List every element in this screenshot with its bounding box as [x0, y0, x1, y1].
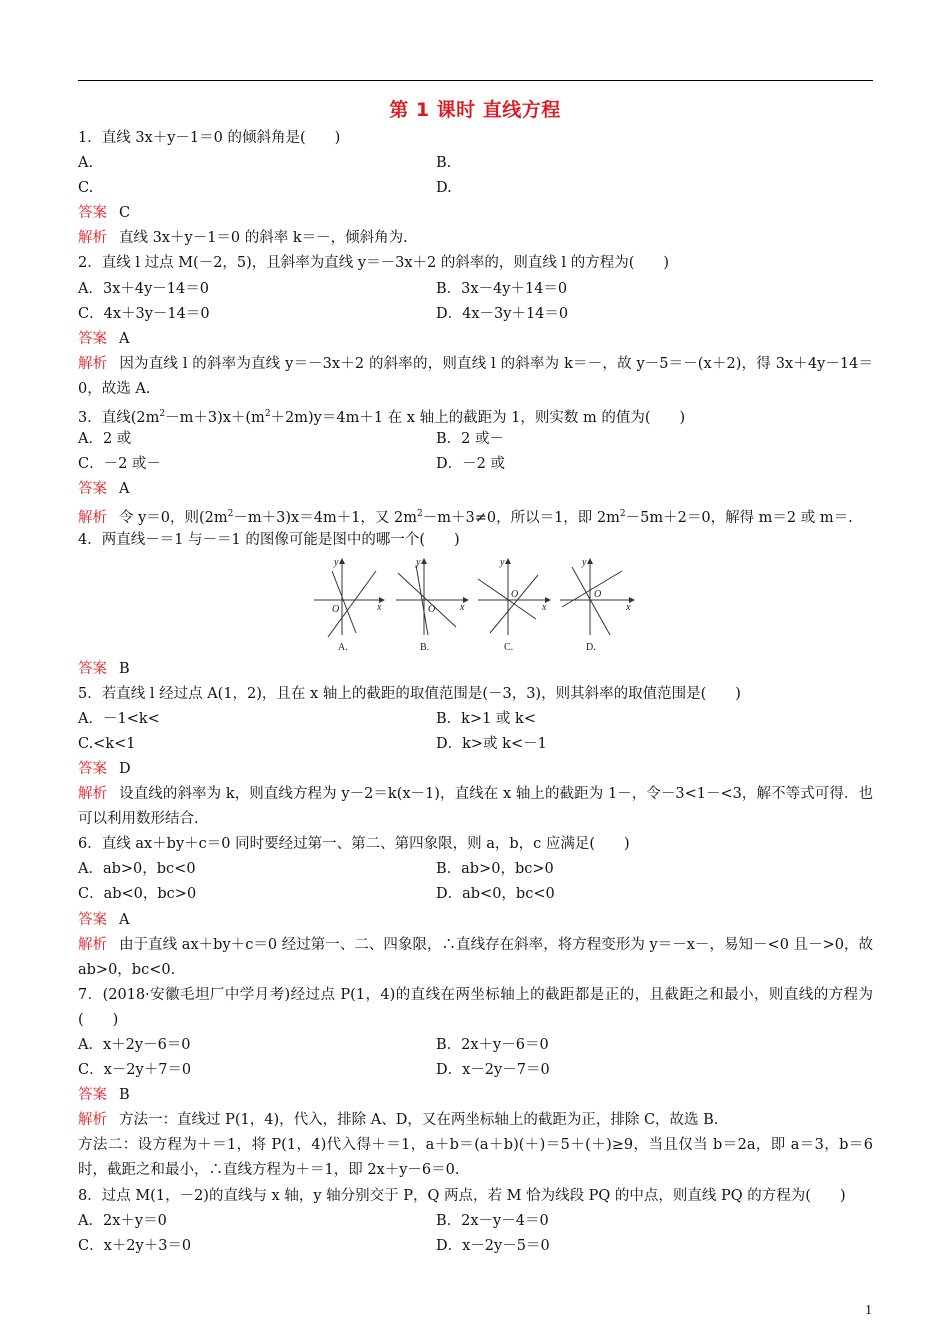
x-axis-label: x [626, 601, 631, 613]
q5-options-row2 [78, 732, 873, 757]
analysis-tag: 解析 [78, 510, 107, 527]
q1-analysis [78, 226, 873, 251]
q3-analysis-part: －5m＋2＝0，解得 m＝2 或 m＝. [625, 510, 853, 527]
answer-tag: 答案 [78, 911, 107, 928]
graph-b [396, 557, 468, 653]
page-number: 1 [865, 1303, 872, 1318]
q1-analysis-text: 直线 3x＋y－1＝0 的斜率 k＝－，倾斜角为. [119, 230, 408, 247]
q8-options-row1 [78, 1209, 873, 1234]
q6-option-b: B．ab>0，bc>0 [436, 861, 554, 878]
q8-option-a: A．2x＋y＝0 [78, 1212, 167, 1229]
graph-label-a: A. [338, 641, 348, 653]
q3-answer-value: A [119, 481, 130, 498]
q2-answer [78, 327, 873, 352]
q7-analysis [78, 1108, 873, 1133]
q3-option-d: D．－2 或 [436, 456, 505, 473]
q6-analysis [78, 933, 873, 983]
q3-stem-part: 3．直线(2m [78, 409, 160, 426]
y-axis-label: y [416, 556, 421, 568]
q3-analysis-part: －m＋3)x＝4m＋1，又 2m [233, 510, 417, 527]
q7-option-c: C．x－2y＋7＝0 [78, 1062, 192, 1079]
answer-tag: 答案 [78, 205, 107, 222]
q6-answer-value: A [119, 911, 130, 928]
graph-label-c: C. [504, 641, 514, 653]
q3-analysis-part: 令 y＝0，则(2m [119, 510, 228, 527]
q3-options-row1 [78, 427, 873, 452]
q8-option-d: D．x－2y－5＝0 [436, 1237, 550, 1254]
analysis-tag: 解析 [78, 786, 108, 803]
q3-option-b: B．2 或－ [436, 431, 504, 448]
q1-option-c: C. [78, 180, 94, 197]
analysis-tag: 解析 [78, 936, 108, 953]
q6-option-a: A．ab>0，bc<0 [78, 861, 196, 878]
q3-stem [78, 402, 873, 427]
q6-options-row2 [78, 882, 873, 907]
q8-options-row2 [78, 1234, 873, 1259]
q4-graphs [314, 557, 644, 653]
document-body [78, 126, 873, 1259]
analysis-tag: 解析 [78, 230, 107, 247]
q6-analysis-text: 由于直线 ax＋by＋c＝0 经过第一、二、四象限，∴直线存在斜率，将方程变形为 y＝－x－，易知－<0 且－>0，故 ab>0，bc<0. [78, 936, 874, 978]
x-axis-label: x [460, 601, 465, 613]
q1-option-d: D. [436, 180, 452, 197]
q2-option-a: A．3x＋4y－14＝0 [78, 280, 209, 297]
answer-tag: 答案 [78, 330, 107, 347]
q2-options-row1 [78, 277, 873, 302]
q2-analysis [78, 352, 873, 402]
q1-options-row2 [78, 176, 873, 201]
y-axis-label: y [500, 556, 505, 568]
answer-tag: 答案 [78, 660, 107, 677]
graph-d [560, 557, 634, 653]
exponent: 2 [159, 409, 166, 420]
origin-label: O [594, 588, 602, 600]
q5-analysis-text: 设直线的斜率为 k，则直线方程为 y－2＝k(x－1)，直线在 x 轴上的截距为 1－，令－3<1－<3，解不等式可得．也可以利用数形结合. [78, 786, 873, 828]
q8-option-b: B．2x－y－4＝0 [436, 1212, 549, 1229]
exponent: 2 [619, 509, 626, 520]
q2-answer-value: A [119, 330, 130, 347]
x-axis-label: x [377, 601, 382, 613]
q2-analysis-text: 因为直线 l 的斜率为直线 y＝－3x＋2 的斜率的，则直线 l 的斜率为 k＝－，故 y－5＝－(x＋2)，得 3x＋4y－14＝0，故选 A. [78, 355, 874, 397]
graph-a [314, 557, 384, 653]
header-rule [78, 80, 873, 81]
q3-stem-part: －m＋3)x＋(m [165, 409, 265, 426]
q8-stem: 8．过点 M(1，－2)的直线与 x 轴，y 轴分别交于 P，Q 两点，若 M 恰为线段 PQ 的中点，则直线 PQ 的方程为( ) [78, 1187, 846, 1204]
y-axis-label: y [582, 556, 587, 568]
x-axis-label: x [542, 601, 547, 613]
origin-label: O [511, 588, 519, 600]
y-axis-label: y [334, 556, 339, 568]
exponent: 2 [264, 409, 271, 420]
exponent: 2 [417, 509, 423, 520]
exponent: 2 [227, 509, 234, 520]
answer-tag: 答案 [78, 1087, 107, 1104]
graph-label-d: D. [586, 641, 596, 653]
graph-label-b: B. [420, 641, 430, 653]
q6-options-row1 [78, 857, 873, 882]
q1-answer [78, 201, 873, 226]
q7-method2: 方法二：设方程为＋＝1，将 P(1，4)代入得＋＝1，a＋b＝(a＋b)(＋)＝5＋(＋)≥9，当且仅当 b＝2a，即 a＝3，b＝6 时，截距之和最小，∴直线方程为＋＝1，即 2x＋y－6＝0. [78, 1137, 873, 1179]
q5-option-b: B．k>1 或 k< [436, 710, 536, 727]
q6-stem: 6．直线 ax＋by＋c＝0 同时要经过第一、第二、第四象限，则 a，b，c 应满足( ) [78, 836, 630, 853]
analysis-tag: 解析 [78, 1112, 107, 1129]
q5-answer [78, 757, 873, 782]
q2-stem: 2．直线 l 过点 M(－2，5)，且斜率为直线 y＝－3x＋2 的斜率的，则直线 l 的方程为( ) [78, 255, 670, 272]
q4-answer-value: B [119, 660, 130, 677]
q7-options-row2 [78, 1058, 873, 1083]
q5-option-a: A．－1<k< [78, 710, 160, 727]
q5-option-c: C.<k<1 [78, 735, 136, 752]
q1-stem: 1．直线 3x＋y－1＝0 的倾斜角是( ) [78, 130, 341, 146]
page-title: 第 1 课时 直线方程 [389, 99, 561, 121]
answer-tag: 答案 [78, 481, 107, 498]
q2-options-row2 [78, 302, 873, 327]
q1-answer-value: C [119, 205, 131, 222]
q2-option-c: C．4x＋3y－14＝0 [78, 305, 210, 322]
q1-options-row1 [78, 151, 873, 176]
q3-answer [78, 477, 873, 502]
q1-option-a: A. [78, 155, 94, 172]
q8-option-c: C．x＋2y＋3＝0 [78, 1237, 192, 1254]
q5-answer-value: D [119, 760, 131, 777]
q6-option-d: D．ab<0，bc<0 [436, 886, 555, 903]
q3-option-c: C．－2 或－ [78, 456, 161, 473]
q1-option-b: B. [436, 155, 452, 172]
q5-option-d: D．k>或 k<－1 [436, 735, 547, 752]
q3-options-row2 [78, 452, 873, 477]
origin-label: O [332, 603, 340, 615]
q5-options-row1 [78, 707, 873, 732]
q6-answer [78, 908, 873, 933]
q7-option-a: A．x＋2y－6＝0 [78, 1037, 191, 1053]
answer-tag: 答案 [78, 760, 107, 777]
q7-answer-value: B [119, 1087, 130, 1104]
q6-option-c: C．ab<0，bc>0 [78, 886, 197, 903]
q3-analysis-part: －m＋3≠0，所以＝1，即 2m [422, 510, 620, 527]
graph-c [478, 557, 550, 653]
q7-options-row1 [78, 1033, 873, 1058]
q7-analysis-text: 方法一：直线过 P(1，4)，代入，排除 A、D，又在两坐标轴上的截距为正，排除 C，故选 B. [119, 1112, 719, 1129]
q3-analysis [78, 502, 873, 527]
q3-stem-part: ＋2m)y＝4m＋1 在 x 轴上的截距为 1，则实数 m 的值为( ) [270, 409, 686, 426]
q5-stem: 5．若直线 l 经过点 A(1，2)，且在 x 轴上的截距的取值范围是(－3，3)，则其斜率的取值范围是( ) [78, 685, 741, 702]
q3-option-a: A．2 或 [78, 431, 132, 448]
q2-option-d: D．4x－3y＋14＝0 [436, 305, 569, 322]
analysis-tag: 解析 [78, 355, 108, 372]
q4-answer [78, 657, 873, 682]
q2-option-b: B．3x－4y＋14＝0 [436, 280, 568, 297]
q7-stem: 7．(2018·安徽毛坦厂中学月考)经过点 P(1，4)的直线在两坐标轴上的截距都是正的，且截距之和最小，则直线的方程为( ) [78, 986, 873, 1028]
q4-figure [78, 553, 873, 657]
q4-stem: 4．两直线－＝1 与－＝1 的图像可能是图中的哪一个( ) [78, 531, 460, 548]
q7-option-b: B．2x＋y－6＝0 [436, 1037, 549, 1053]
origin-label: O [428, 603, 436, 615]
q7-answer [78, 1083, 873, 1108]
q7-option-d: D．x－2y－7＝0 [436, 1062, 550, 1079]
q5-analysis [78, 782, 873, 832]
